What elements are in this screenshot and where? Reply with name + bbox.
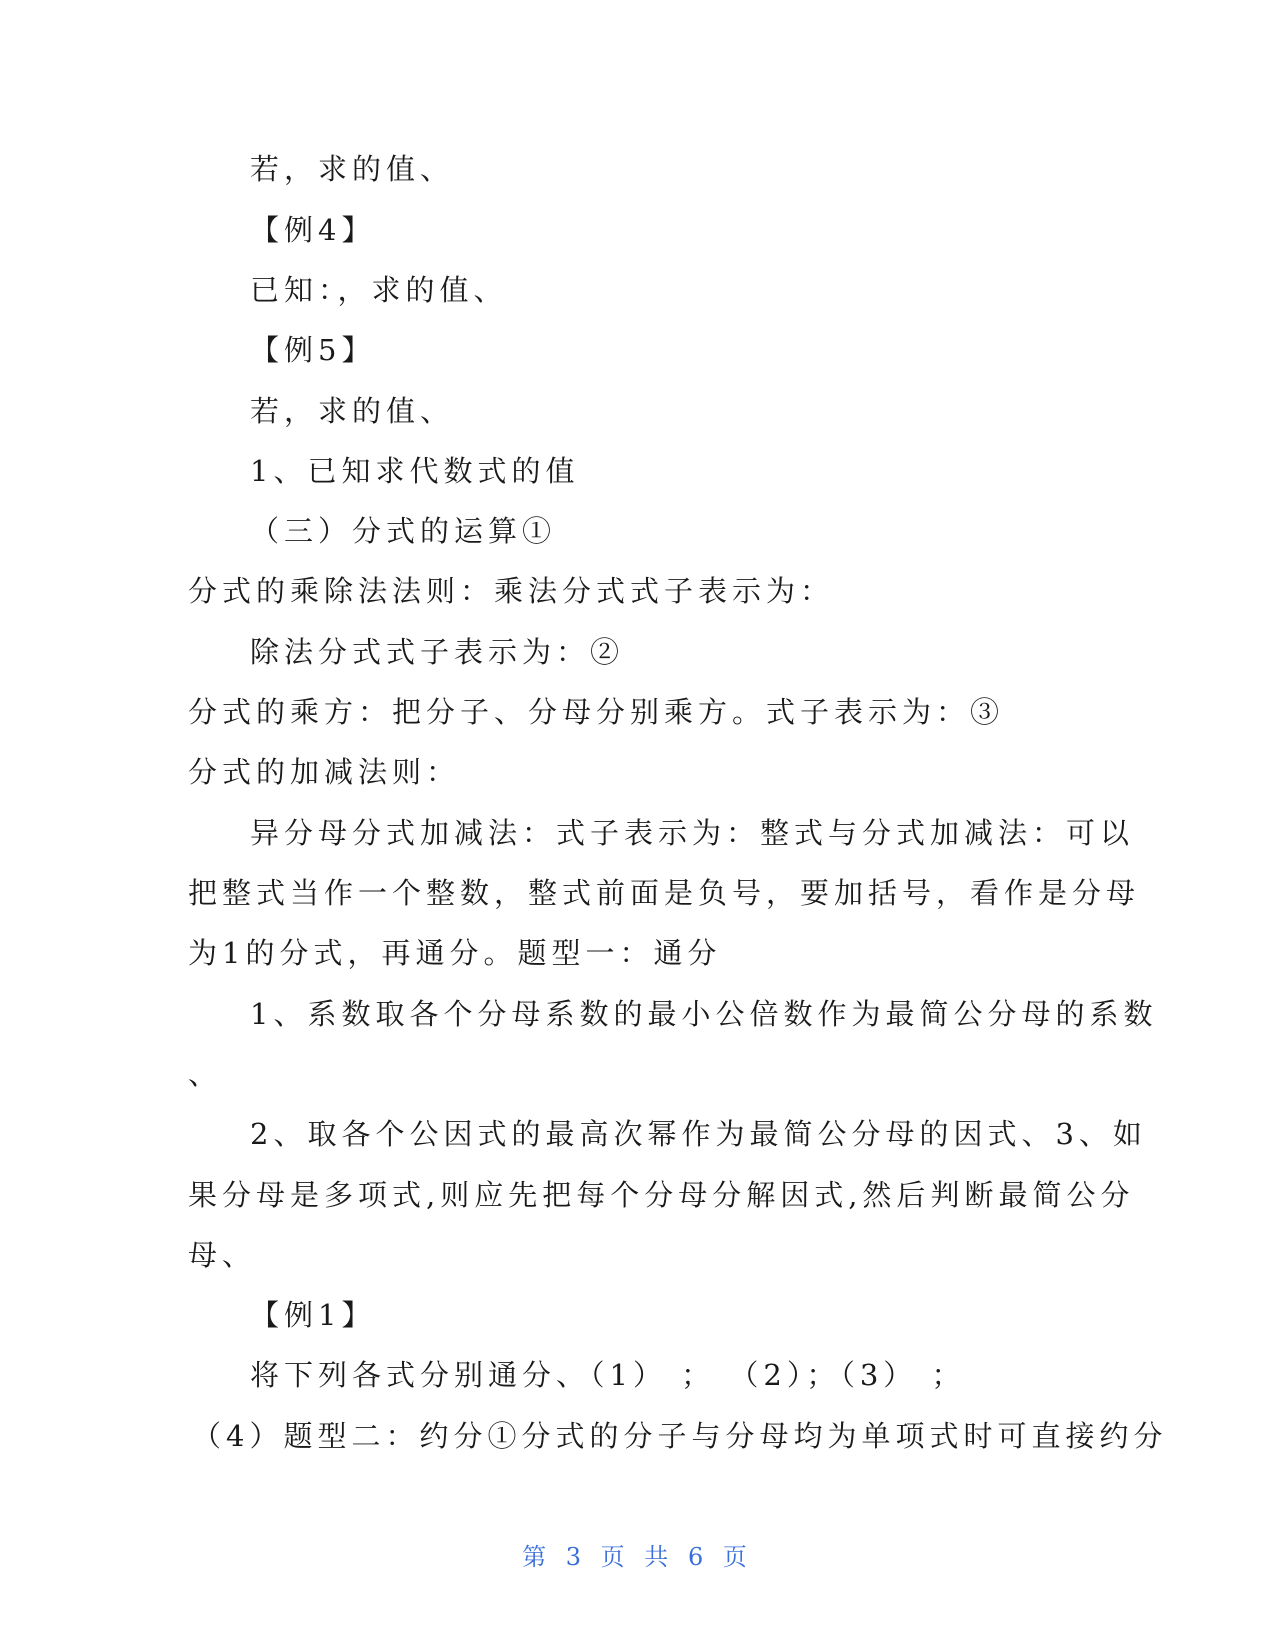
- text-line: （4）题型二：约分①分式的分子与分母均为单项式时可直接约分: [192, 1419, 1168, 1453]
- text-line: 除法分式式子表示为：②: [250, 635, 625, 669]
- text-line: 分式的乘方：把分子、分母分别乘方。式子表示为：③: [188, 695, 1005, 729]
- example-heading: 【例5】: [250, 333, 376, 367]
- text-line: 2、取各个公因式的最高次幂作为最简公分母的因式、3、如: [250, 1117, 1147, 1151]
- text-line: 把整式当作一个整数，整式前面是负号，要加括号，看作是分母: [188, 876, 1141, 910]
- text-line: 为1的分式，再通分。题型一：通分: [188, 936, 722, 970]
- text-line: 分式的加减法则：: [188, 755, 461, 789]
- example-heading: 【例4】: [250, 213, 376, 247]
- example-heading: 【例1】: [250, 1298, 376, 1332]
- text-line: 异分母分式加减法：式子表示为：整式与分式加减法：可以: [250, 816, 1135, 850]
- section-heading: （三）分式的运算①: [250, 514, 557, 548]
- text-line: 、: [188, 1057, 223, 1091]
- text-line: 若，求的值、: [250, 394, 455, 428]
- text-line: 母、: [188, 1238, 257, 1272]
- text-line: 若，求的值、: [250, 152, 455, 186]
- text-line: 分式的乘除法法则：乘法分式式子表示为：: [188, 574, 835, 608]
- text-line: 1、已知求代数式的值: [250, 454, 580, 488]
- text-line: 1、系数取各个分母系数的最小公倍数作为最简公分母的系数: [250, 997, 1158, 1031]
- text-line: 将下列各式分别通分、（1） ； （2）；（3） ；: [250, 1358, 966, 1392]
- text-line: 已知：，求的值、: [250, 273, 508, 307]
- text-line: 果分母是多项式,则应先把每个分母分解因式,然后判断最简公分: [188, 1178, 1135, 1212]
- page-number-footer: 第 3 页 共 6 页: [522, 1543, 753, 1571]
